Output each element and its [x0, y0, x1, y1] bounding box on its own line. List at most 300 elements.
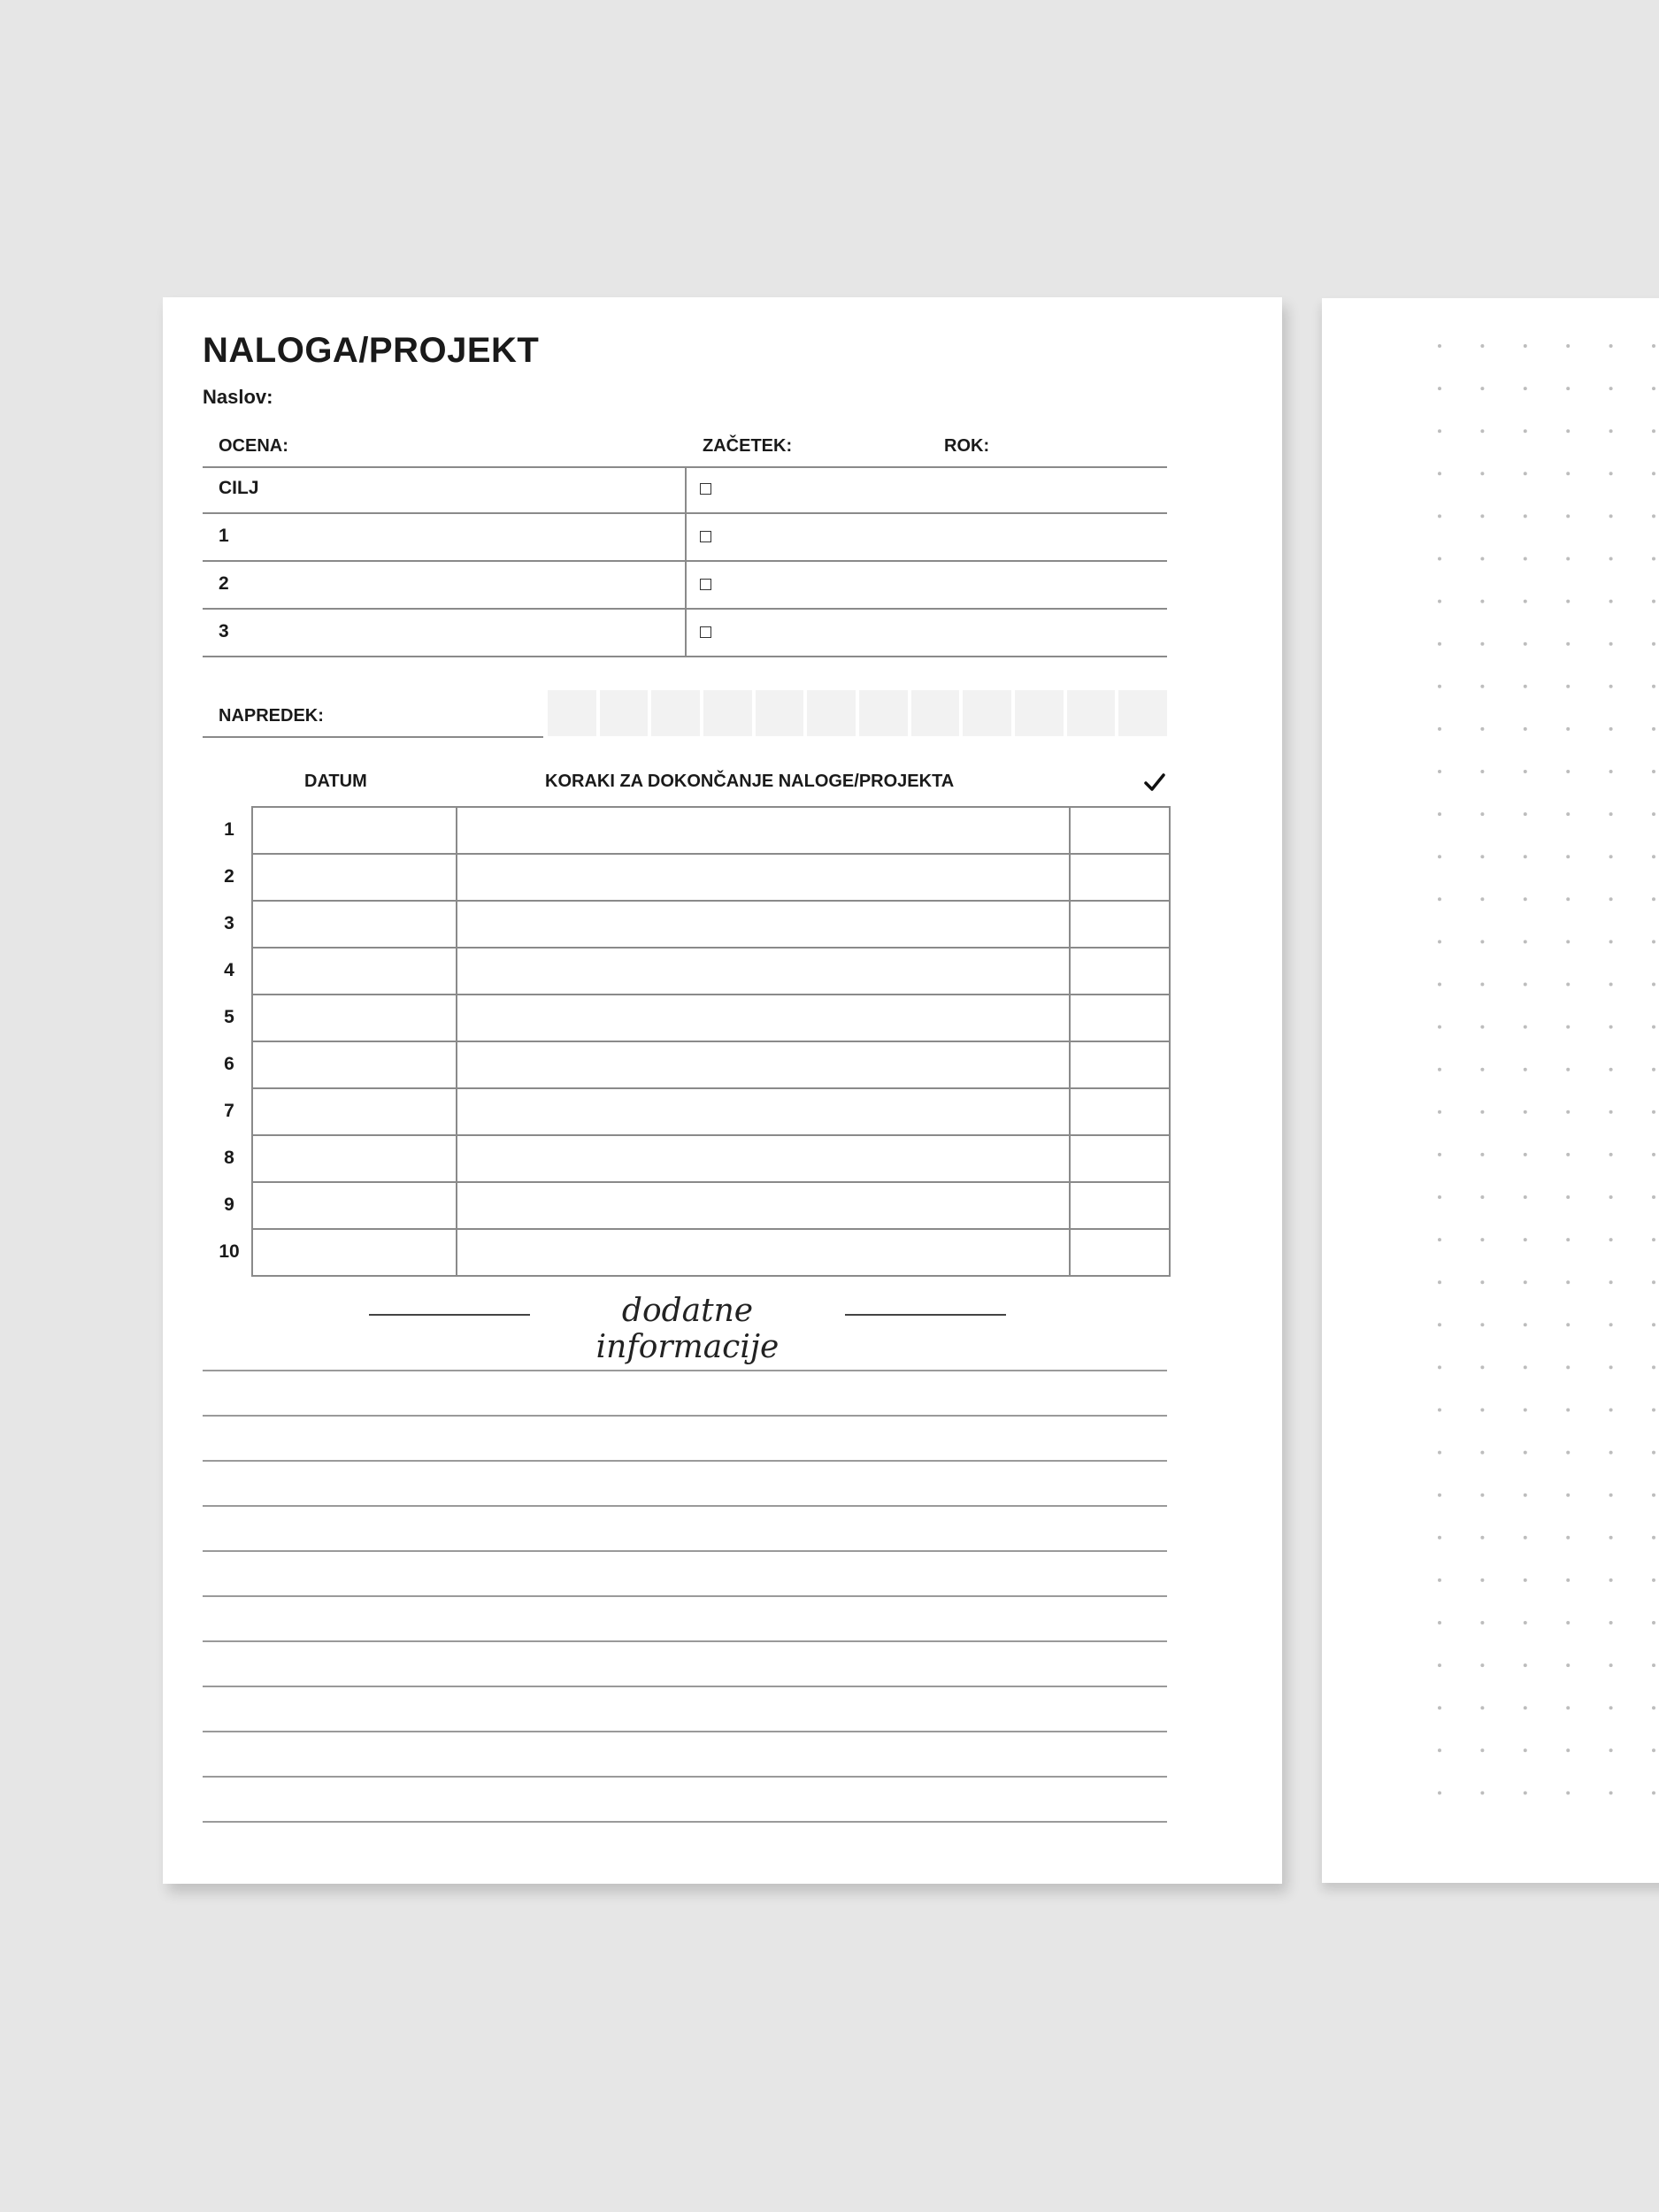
grid-dot — [1566, 642, 1570, 646]
grid-dot — [1438, 983, 1441, 987]
grid-dot — [1480, 1323, 1484, 1326]
grid-dot — [1480, 685, 1484, 688]
table-row — [253, 1042, 1169, 1089]
grid-dot — [1652, 472, 1655, 475]
grid-dot — [1524, 387, 1527, 390]
grid-dot — [1566, 1238, 1570, 1241]
progress-tracker — [548, 690, 1167, 736]
grid-dot — [1524, 557, 1527, 561]
grid-dot — [1438, 1748, 1441, 1752]
grid-dot — [1609, 685, 1613, 688]
grid-dot — [1438, 514, 1441, 518]
grid-dot — [1652, 344, 1655, 348]
grid-dot — [1524, 685, 1527, 688]
grid-dot — [1609, 855, 1613, 858]
progress-segment[interactable] — [1067, 690, 1116, 736]
progress-segment[interactable] — [1118, 690, 1167, 736]
grid-dot — [1652, 770, 1655, 773]
goal-row-label: 3 — [219, 621, 229, 641]
grid-dot — [1652, 1494, 1655, 1497]
step-number: 3 — [224, 912, 234, 933]
grid-dot — [1609, 1323, 1613, 1326]
grid-dot — [1480, 1494, 1484, 1497]
grid-dot — [1609, 727, 1613, 731]
grid-dot — [1480, 387, 1484, 390]
grid-dot — [1609, 344, 1613, 348]
steps-column-header: KORAKI ZA DOKONČANJE NALOGE/PROJEKTA — [545, 772, 955, 791]
step-cell[interactable] — [457, 902, 1071, 947]
grid-dot — [1524, 1706, 1527, 1709]
check-cell[interactable] — [1071, 1183, 1169, 1228]
page-title: NALOGA/PROJEKT — [203, 331, 540, 370]
notes-line[interactable] — [203, 1686, 1167, 1731]
step-number: 6 — [224, 1053, 234, 1074]
grid-dot — [1524, 1578, 1527, 1582]
step-cell[interactable] — [457, 1089, 1071, 1134]
grid-dot — [1480, 1536, 1484, 1540]
grid-dot — [1438, 727, 1441, 731]
grid-dot — [1438, 1578, 1441, 1582]
grid-dot — [1566, 1110, 1570, 1114]
grid-dot — [1480, 514, 1484, 518]
column-divider — [685, 466, 687, 512]
grid-dot — [1524, 1663, 1527, 1667]
rating-label: OCENA: — [219, 436, 288, 456]
grid-dot — [1438, 1025, 1441, 1029]
grid-dot — [1609, 812, 1613, 816]
notes-line[interactable] — [203, 1415, 1167, 1460]
notes-line[interactable] — [203, 1595, 1167, 1640]
progress-segment[interactable] — [963, 690, 1011, 736]
grid-dot — [1524, 1494, 1527, 1497]
progress-segment[interactable] — [859, 690, 908, 736]
grid-dot — [1652, 600, 1655, 603]
grid-dot — [1480, 1791, 1484, 1794]
grid-dot — [1609, 1280, 1613, 1284]
grid-dot — [1438, 1280, 1441, 1284]
step-number: 1 — [224, 818, 234, 840]
step-cell[interactable] — [457, 1042, 1071, 1087]
grid-dot — [1524, 472, 1527, 475]
grid-dot — [1652, 1451, 1655, 1455]
notes-line[interactable] — [203, 1640, 1167, 1686]
grid-dot — [1609, 1748, 1613, 1752]
heading-rule-right — [845, 1314, 1006, 1316]
grid-dot — [1480, 983, 1484, 987]
step-cell[interactable] — [457, 1230, 1071, 1275]
grid-dot — [1566, 1621, 1570, 1624]
progress-label-cell — [203, 690, 543, 738]
grid-dot — [1609, 1195, 1613, 1199]
grid-dot — [1566, 344, 1570, 348]
grid-dot — [1524, 514, 1527, 518]
grid-dot — [1566, 557, 1570, 561]
notes-line[interactable] — [203, 1550, 1167, 1595]
grid-dot — [1609, 387, 1613, 390]
start-label: ZAČETEK: — [703, 436, 793, 456]
grid-dot — [1524, 1153, 1527, 1156]
grid-dot — [1652, 685, 1655, 688]
grid-dot — [1609, 429, 1613, 433]
goal-row-2 — [203, 562, 1167, 610]
progress-label: NAPREDEK: — [219, 706, 324, 726]
check-cell[interactable] — [1071, 808, 1169, 853]
grid-dot — [1480, 1025, 1484, 1029]
grid-dot — [1438, 1621, 1441, 1624]
grid-dot — [1524, 812, 1527, 816]
grid-dot — [1652, 1323, 1655, 1326]
progress-segment[interactable] — [756, 690, 804, 736]
grid-dot — [1524, 1280, 1527, 1284]
grid-dot — [1609, 897, 1613, 901]
grid-dot — [1609, 1706, 1613, 1709]
grid-dot — [1480, 1409, 1484, 1412]
grid-dot — [1566, 1280, 1570, 1284]
grid-dot — [1652, 642, 1655, 646]
table-row — [253, 855, 1169, 902]
step-number: 4 — [224, 959, 234, 980]
grid-dot — [1480, 1748, 1484, 1752]
grid-dot — [1609, 1409, 1613, 1412]
progress-segment[interactable] — [600, 690, 649, 736]
grid-dot — [1524, 855, 1527, 858]
grid-dot — [1566, 940, 1570, 943]
notes-line[interactable] — [203, 1731, 1167, 1776]
goal-checkbox[interactable] — [700, 531, 711, 542]
check-cell[interactable] — [1071, 995, 1169, 1041]
grid-dot — [1652, 1663, 1655, 1667]
grid-dot — [1652, 387, 1655, 390]
step-cell[interactable] — [457, 855, 1071, 900]
grid-dot — [1566, 1025, 1570, 1029]
grid-dot — [1609, 1451, 1613, 1455]
goals-header — [203, 426, 1167, 468]
grid-dot — [1652, 1409, 1655, 1412]
grid-dot — [1566, 1748, 1570, 1752]
grid-dot — [1524, 897, 1527, 901]
date-cell[interactable] — [253, 1230, 457, 1275]
progress-segment[interactable] — [651, 690, 700, 736]
table-row — [253, 1230, 1169, 1277]
heading-rule-left — [369, 1314, 530, 1316]
grid-dot — [1566, 1365, 1570, 1369]
grid-dot — [1438, 1238, 1441, 1241]
grid-dot — [1480, 940, 1484, 943]
grid-dot — [1438, 685, 1441, 688]
additional-info-title: dodatne informacije — [595, 1293, 780, 1365]
notes-line[interactable] — [203, 1821, 1167, 1823]
grid-dot — [1566, 1153, 1570, 1156]
goal-row-cilj — [203, 466, 1167, 514]
grid-dot — [1480, 1153, 1484, 1156]
goal-row-1 — [203, 514, 1167, 562]
column-divider — [685, 562, 687, 608]
grid-dot — [1524, 727, 1527, 731]
grid-dot — [1438, 855, 1441, 858]
table-row — [253, 995, 1169, 1042]
grid-dot — [1609, 1494, 1613, 1497]
grid-dot — [1524, 1748, 1527, 1752]
notes-lines — [203, 1370, 1167, 1823]
grid-dot — [1480, 557, 1484, 561]
notes-line[interactable] — [203, 1460, 1167, 1505]
grid-dot — [1438, 897, 1441, 901]
goal-checkbox[interactable] — [700, 626, 711, 638]
table-row — [253, 902, 1169, 949]
check-cell[interactable] — [1071, 855, 1169, 900]
table-row — [253, 1089, 1169, 1136]
date-column-header: DATUM — [304, 772, 367, 791]
check-cell[interactable] — [1071, 1136, 1169, 1181]
goal-row-label: 1 — [219, 526, 229, 546]
grid-dot — [1566, 1494, 1570, 1497]
grid-dot — [1566, 1536, 1570, 1540]
step-number: 2 — [224, 865, 234, 887]
grid-dot — [1480, 1280, 1484, 1284]
grid-dot — [1652, 1706, 1655, 1709]
check-cell[interactable] — [1071, 902, 1169, 947]
grid-dot — [1609, 1663, 1613, 1667]
grid-dot — [1524, 344, 1527, 348]
grid-dot — [1566, 472, 1570, 475]
grid-dot — [1438, 1536, 1441, 1540]
date-cell[interactable] — [253, 949, 457, 994]
progress-segment[interactable] — [1015, 690, 1064, 736]
checkmark-icon — [1143, 772, 1166, 793]
grid-dot — [1438, 1195, 1441, 1199]
grid-dot — [1652, 855, 1655, 858]
grid-dot — [1524, 1365, 1527, 1369]
grid-dot — [1438, 770, 1441, 773]
grid-dot — [1438, 1110, 1441, 1114]
grid-dot — [1609, 1578, 1613, 1582]
table-row — [253, 808, 1169, 855]
grid-dot — [1652, 1195, 1655, 1199]
date-cell[interactable] — [253, 995, 457, 1041]
grid-dot — [1652, 429, 1655, 433]
date-cell[interactable] — [253, 1183, 457, 1228]
step-cell[interactable] — [457, 808, 1071, 853]
grid-dot — [1566, 812, 1570, 816]
grid-dot — [1438, 600, 1441, 603]
progress-segment[interactable] — [703, 690, 752, 736]
progress-segment[interactable] — [548, 690, 596, 736]
step-cell[interactable] — [457, 949, 1071, 994]
grid-dot — [1438, 642, 1441, 646]
goal-checkbox[interactable] — [700, 483, 711, 495]
grid-dot — [1480, 1365, 1484, 1369]
grid-dot — [1480, 770, 1484, 773]
grid-dot — [1609, 557, 1613, 561]
grid-dot — [1438, 1494, 1441, 1497]
grid-dot — [1438, 1153, 1441, 1156]
grid-dot — [1652, 940, 1655, 943]
grid-dot — [1609, 1238, 1613, 1241]
step-cell[interactable] — [457, 1183, 1071, 1228]
grid-dot — [1609, 1025, 1613, 1029]
grid-dot — [1609, 642, 1613, 646]
grid-dot — [1480, 600, 1484, 603]
grid-dot — [1566, 600, 1570, 603]
grid-dot — [1438, 1365, 1441, 1369]
date-cell[interactable] — [253, 1089, 457, 1134]
dot-grid — [1437, 343, 1659, 1830]
grid-dot — [1652, 1110, 1655, 1114]
grid-dot — [1609, 983, 1613, 987]
grid-dot — [1609, 514, 1613, 518]
grid-dot — [1652, 1280, 1655, 1284]
grid-dot — [1438, 1451, 1441, 1455]
grid-dot — [1524, 1621, 1527, 1624]
grid-dot — [1609, 1110, 1613, 1114]
grid-dot — [1480, 1451, 1484, 1455]
goal-checkbox[interactable] — [700, 579, 711, 590]
grid-dot — [1438, 940, 1441, 943]
check-cell[interactable] — [1071, 1089, 1169, 1134]
grid-dot — [1609, 1365, 1613, 1369]
grid-dot — [1438, 1323, 1441, 1326]
column-divider — [685, 514, 687, 560]
check-cell[interactable] — [1071, 1042, 1169, 1087]
grid-dot — [1480, 812, 1484, 816]
grid-dot — [1438, 1068, 1441, 1071]
dot-grid-sheet — [1322, 298, 1659, 1883]
grid-dot — [1438, 812, 1441, 816]
grid-dot — [1480, 1663, 1484, 1667]
grid-dot — [1524, 940, 1527, 943]
grid-dot — [1524, 1536, 1527, 1540]
goal-row-label: CILJ — [219, 478, 259, 498]
grid-dot — [1438, 472, 1441, 475]
grid-dot — [1609, 940, 1613, 943]
grid-dot — [1652, 1068, 1655, 1071]
title-field-label: Naslov: — [203, 386, 273, 408]
grid-dot — [1609, 1153, 1613, 1156]
notes-line[interactable] — [203, 1776, 1167, 1821]
grid-dot — [1480, 1706, 1484, 1709]
grid-dot — [1566, 727, 1570, 731]
goals-table — [203, 466, 1167, 657]
planner-sheet — [163, 297, 1282, 1884]
grid-dot — [1524, 1791, 1527, 1794]
grid-dot — [1566, 983, 1570, 987]
date-cell[interactable] — [253, 1042, 457, 1087]
grid-dot — [1480, 1110, 1484, 1114]
step-number-column — [203, 806, 249, 1275]
grid-dot — [1652, 1578, 1655, 1582]
table-row — [253, 1136, 1169, 1183]
grid-dot — [1609, 472, 1613, 475]
grid-dot — [1438, 557, 1441, 561]
grid-dot — [1480, 1068, 1484, 1071]
grid-dot — [1609, 600, 1613, 603]
grid-dot — [1609, 770, 1613, 773]
deadline-label: ROK: — [944, 436, 990, 456]
check-cell[interactable] — [1071, 1230, 1169, 1275]
grid-dot — [1438, 1791, 1441, 1794]
grid-dot — [1566, 1195, 1570, 1199]
progress-segment[interactable] — [807, 690, 856, 736]
grid-dot — [1438, 1663, 1441, 1667]
grid-dot — [1480, 472, 1484, 475]
grid-dot — [1566, 770, 1570, 773]
grid-dot — [1480, 1578, 1484, 1582]
steps-table — [251, 806, 1171, 1277]
check-cell[interactable] — [1071, 949, 1169, 994]
grid-dot — [1652, 983, 1655, 987]
notes-line[interactable] — [203, 1370, 1167, 1415]
additional-info-heading — [369, 1293, 1006, 1365]
grid-dot — [1652, 1025, 1655, 1029]
grid-dot — [1566, 855, 1570, 858]
grid-dot — [1609, 1536, 1613, 1540]
table-row — [253, 949, 1169, 995]
grid-dot — [1566, 1323, 1570, 1326]
grid-dot — [1566, 1409, 1570, 1412]
grid-dot — [1524, 1068, 1527, 1071]
grid-dot — [1566, 685, 1570, 688]
grid-dot — [1524, 1110, 1527, 1114]
step-number: 8 — [224, 1147, 234, 1168]
grid-dot — [1524, 600, 1527, 603]
date-cell[interactable] — [253, 808, 457, 853]
grid-dot — [1524, 1195, 1527, 1199]
grid-dot — [1524, 429, 1527, 433]
grid-dot — [1480, 429, 1484, 433]
grid-dot — [1566, 1791, 1570, 1794]
grid-dot — [1652, 1153, 1655, 1156]
date-cell[interactable] — [253, 902, 457, 947]
step-number: 9 — [224, 1194, 234, 1215]
goal-row-3 — [203, 610, 1167, 657]
grid-dot — [1652, 1365, 1655, 1369]
notes-line[interactable] — [203, 1505, 1167, 1550]
date-cell[interactable] — [253, 1136, 457, 1181]
grid-dot — [1438, 1706, 1441, 1709]
grid-dot — [1652, 1536, 1655, 1540]
step-cell[interactable] — [457, 995, 1071, 1041]
grid-dot — [1438, 1409, 1441, 1412]
table-row — [253, 1183, 1169, 1230]
grid-dot — [1566, 1706, 1570, 1709]
column-divider — [685, 610, 687, 656]
grid-dot — [1652, 812, 1655, 816]
grid-dot — [1566, 1451, 1570, 1455]
step-cell[interactable] — [457, 1136, 1071, 1181]
date-cell[interactable] — [253, 855, 457, 900]
grid-dot — [1524, 1409, 1527, 1412]
grid-dot — [1566, 1068, 1570, 1071]
grid-dot — [1609, 1068, 1613, 1071]
grid-dot — [1480, 1621, 1484, 1624]
grid-dot — [1609, 1791, 1613, 1794]
grid-dot — [1524, 1451, 1527, 1455]
grid-dot — [1652, 1791, 1655, 1794]
grid-dot — [1652, 1621, 1655, 1624]
grid-dot — [1652, 514, 1655, 518]
grid-dot — [1480, 727, 1484, 731]
grid-dot — [1524, 1323, 1527, 1326]
grid-dot — [1652, 727, 1655, 731]
grid-dot — [1480, 1195, 1484, 1199]
progress-segment[interactable] — [911, 690, 960, 736]
grid-dot — [1652, 1748, 1655, 1752]
grid-dot — [1480, 1238, 1484, 1241]
grid-dot — [1566, 429, 1570, 433]
grid-dot — [1609, 1621, 1613, 1624]
grid-dot — [1524, 770, 1527, 773]
grid-dot — [1566, 897, 1570, 901]
